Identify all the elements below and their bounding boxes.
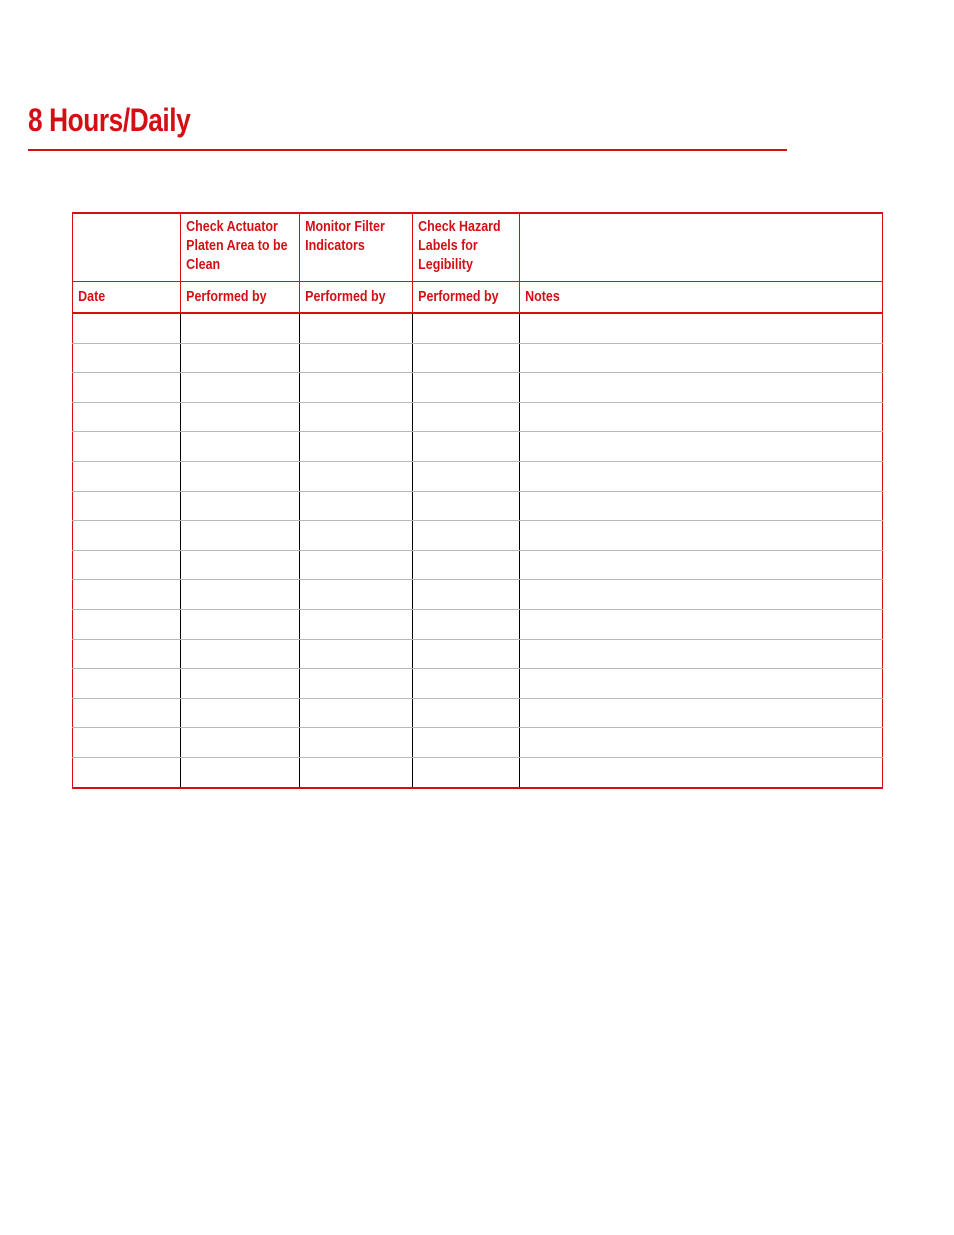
table-row: [73, 461, 883, 491]
log-cell-date[interactable]: [73, 402, 181, 432]
log-cell-hazard-labels[interactable]: [413, 491, 520, 521]
log-cell-filter-indicators[interactable]: [300, 373, 413, 403]
table-row: [73, 343, 883, 373]
log-cell-actuator-platen[interactable]: [181, 757, 300, 787]
log-cell-hazard-labels[interactable]: [413, 461, 520, 491]
table-row: [73, 550, 883, 580]
column-label-performed-by-1: Performed by: [181, 282, 300, 314]
table-row: [73, 521, 883, 551]
log-cell-date[interactable]: [73, 491, 181, 521]
table-row: [73, 402, 883, 432]
log-cell-filter-indicators[interactable]: [300, 313, 413, 343]
log-cell-actuator-platen[interactable]: [181, 698, 300, 728]
table-row: [73, 698, 883, 728]
table-row: [73, 728, 883, 758]
task-header-date-blank: [73, 213, 181, 282]
log-cell-date[interactable]: [73, 313, 181, 343]
log-cell-date[interactable]: [73, 698, 181, 728]
log-cell-notes[interactable]: [520, 698, 883, 728]
task-header-filter-indicators: Monitor Filter Indicators: [300, 213, 413, 282]
table-row: [73, 669, 883, 699]
log-cell-actuator-platen[interactable]: [181, 373, 300, 403]
table-row: [73, 313, 883, 343]
task-header-actuator-platen: Check Actuator Platen Area to be Clean: [181, 213, 300, 282]
table-row: [73, 491, 883, 521]
log-cell-notes[interactable]: [520, 491, 883, 521]
log-cell-hazard-labels[interactable]: [413, 609, 520, 639]
log-cell-date[interactable]: [73, 669, 181, 699]
log-cell-actuator-platen[interactable]: [181, 343, 300, 373]
task-header-hazard-labels: Check Hazard Labels for Legibility: [413, 213, 520, 282]
log-cell-filter-indicators[interactable]: [300, 728, 413, 758]
log-cell-filter-indicators[interactable]: [300, 491, 413, 521]
column-label-performed-by-3: Performed by: [413, 282, 520, 314]
table-row: [73, 639, 883, 669]
log-cell-actuator-platen[interactable]: [181, 521, 300, 551]
log-cell-notes[interactable]: [520, 521, 883, 551]
log-cell-date[interactable]: [73, 757, 181, 787]
log-cell-hazard-labels[interactable]: [413, 639, 520, 669]
log-cell-actuator-platen[interactable]: [181, 402, 300, 432]
log-cell-notes[interactable]: [520, 313, 883, 343]
table-row: [73, 609, 883, 639]
log-cell-filter-indicators[interactable]: [300, 461, 413, 491]
log-cell-notes[interactable]: [520, 669, 883, 699]
log-cell-filter-indicators[interactable]: [300, 521, 413, 551]
log-cell-notes[interactable]: [520, 580, 883, 610]
log-cell-actuator-platen[interactable]: [181, 728, 300, 758]
log-cell-hazard-labels[interactable]: [413, 402, 520, 432]
column-label-row: [73, 282, 883, 314]
log-cell-hazard-labels[interactable]: [413, 521, 520, 551]
log-cell-actuator-platen[interactable]: [181, 669, 300, 699]
log-cell-filter-indicators[interactable]: [300, 757, 413, 787]
log-cell-hazard-labels[interactable]: [413, 373, 520, 403]
column-label-date: Date: [73, 282, 181, 314]
log-cell-filter-indicators[interactable]: [300, 343, 413, 373]
log-cell-filter-indicators[interactable]: [300, 580, 413, 610]
log-cell-actuator-platen[interactable]: [181, 550, 300, 580]
column-label-performed-by-2: Performed by: [300, 282, 413, 314]
table-row: [73, 373, 883, 403]
log-cell-notes[interactable]: [520, 432, 883, 462]
log-cell-hazard-labels[interactable]: [413, 728, 520, 758]
log-cell-hazard-labels[interactable]: [413, 550, 520, 580]
log-cell-filter-indicators[interactable]: [300, 639, 413, 669]
log-cell-hazard-labels[interactable]: [413, 698, 520, 728]
column-label-notes: Notes: [520, 282, 883, 314]
log-cell-date[interactable]: [73, 580, 181, 610]
log-cell-date[interactable]: [73, 432, 181, 462]
log-cell-filter-indicators[interactable]: [300, 609, 413, 639]
log-cell-notes[interactable]: [520, 402, 883, 432]
log-cell-notes[interactable]: [520, 757, 883, 787]
table-row: [73, 757, 883, 787]
task-header-row: [73, 213, 883, 282]
log-cell-notes[interactable]: [520, 373, 883, 403]
log-cell-notes[interactable]: [520, 461, 883, 491]
title-divider: [28, 149, 787, 151]
log-cell-filter-indicators[interactable]: [300, 698, 413, 728]
log-cell-date[interactable]: [73, 550, 181, 580]
log-cell-date[interactable]: [73, 609, 181, 639]
log-cell-actuator-platen[interactable]: [181, 639, 300, 669]
table-row: [73, 432, 883, 462]
log-cell-notes[interactable]: [520, 728, 883, 758]
log-cell-actuator-platen[interactable]: [181, 461, 300, 491]
log-cell-actuator-platen[interactable]: [181, 491, 300, 521]
log-cell-actuator-platen[interactable]: [181, 313, 300, 343]
log-cell-actuator-platen[interactable]: [181, 432, 300, 462]
log-cell-date[interactable]: [73, 728, 181, 758]
log-cell-date[interactable]: [73, 373, 181, 403]
log-cell-filter-indicators[interactable]: [300, 550, 413, 580]
log-cell-actuator-platen[interactable]: [181, 580, 300, 610]
log-cell-notes[interactable]: [520, 639, 883, 669]
log-cell-notes[interactable]: [520, 550, 883, 580]
task-header-notes-blank: [520, 213, 883, 282]
table-row: [73, 580, 883, 610]
log-cell-hazard-labels[interactable]: [413, 343, 520, 373]
log-cell-hazard-labels[interactable]: [413, 432, 520, 462]
log-cell-notes[interactable]: [520, 343, 883, 373]
log-cell-filter-indicators[interactable]: [300, 432, 413, 462]
log-cell-filter-indicators[interactable]: [300, 402, 413, 432]
log-cell-notes[interactable]: [520, 609, 883, 639]
log-cell-date[interactable]: [73, 343, 181, 373]
log-cell-actuator-platen[interactable]: [181, 609, 300, 639]
log-cell-date[interactable]: [73, 461, 181, 491]
log-cell-hazard-labels[interactable]: [413, 313, 520, 343]
log-cell-date[interactable]: [73, 639, 181, 669]
page-title: 8 Hours/Daily: [28, 102, 191, 138]
log-cell-date[interactable]: [73, 521, 181, 551]
log-cell-hazard-labels[interactable]: [413, 669, 520, 699]
log-cell-hazard-labels[interactable]: [413, 757, 520, 787]
log-cell-filter-indicators[interactable]: [300, 669, 413, 699]
maintenance-log-table: [72, 212, 883, 789]
log-cell-hazard-labels[interactable]: [413, 580, 520, 610]
